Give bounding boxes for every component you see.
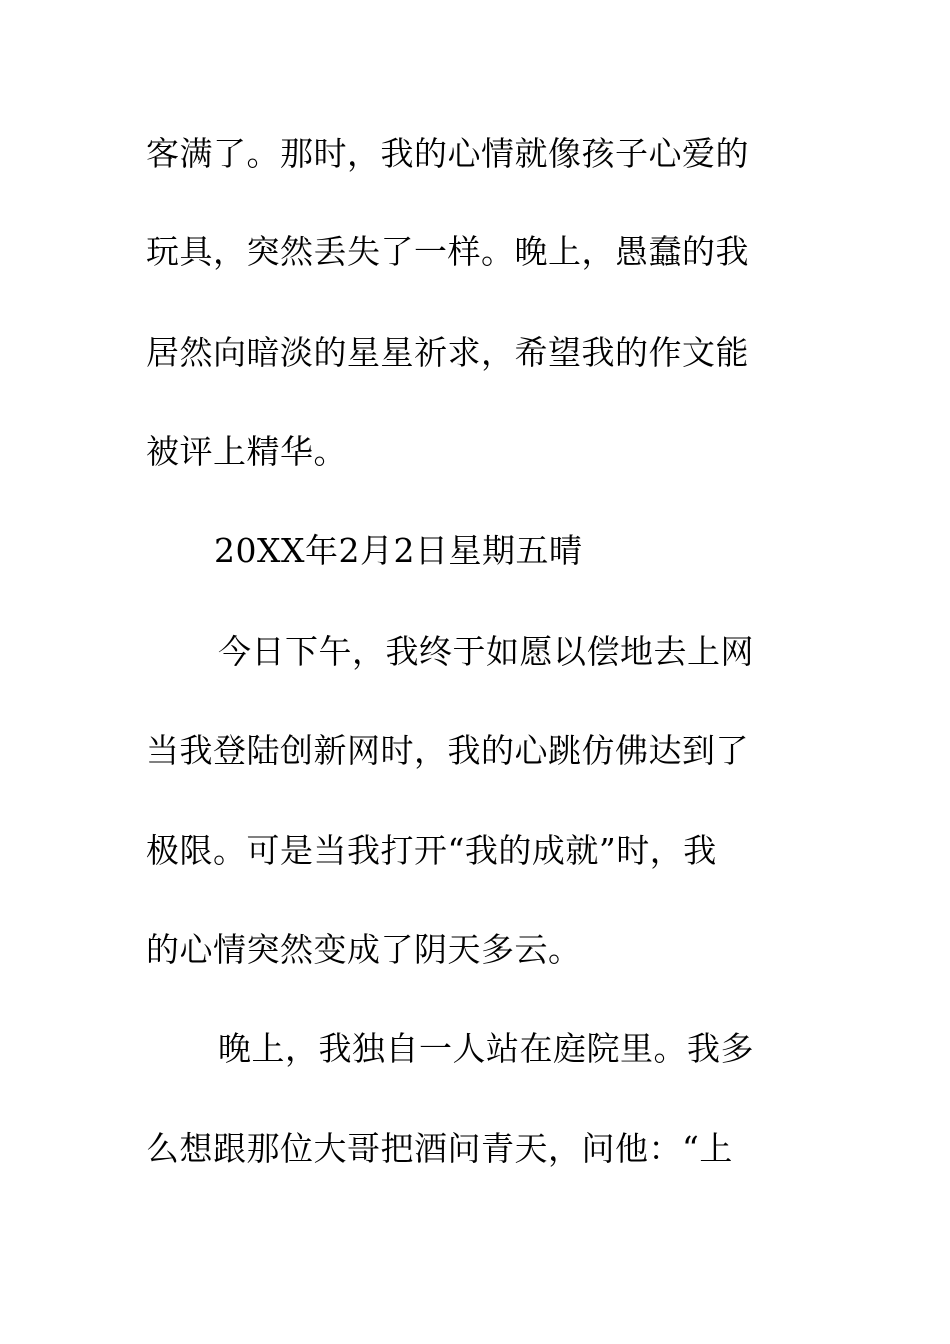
text-line-4: 被评上精华。 — [146, 432, 347, 471]
paragraph-start-2: 晚上，我独自一人站在庭院里。我多 — [218, 1029, 754, 1068]
date-line: 20XX年2月2日星期五晴 — [214, 531, 583, 570]
text-line-2: 玩具，突然丢失了一样。晚上，愚蠢的我 — [146, 232, 749, 271]
text-line-11: 么想跟那位大哥把酒问青天，问他：“上 — [146, 1129, 733, 1168]
text-line-9: 的心情突然变成了阴天多云。 — [146, 930, 582, 969]
text-line-8: 极限。可是当我打开“我的成就”时，我 — [146, 831, 717, 870]
text-line-7: 当我登陆创新网时，我的心跳仿佛达到了 — [146, 731, 749, 770]
text-line-3: 居然向暗淡的星星祈求，希望我的作文能 — [146, 333, 749, 372]
paragraph-start-1: 今日下午，我终于如愿以偿地去上网 — [218, 632, 754, 671]
text-line-1: 客满了。那时，我的心情就像孩子心爱的 — [146, 134, 749, 173]
